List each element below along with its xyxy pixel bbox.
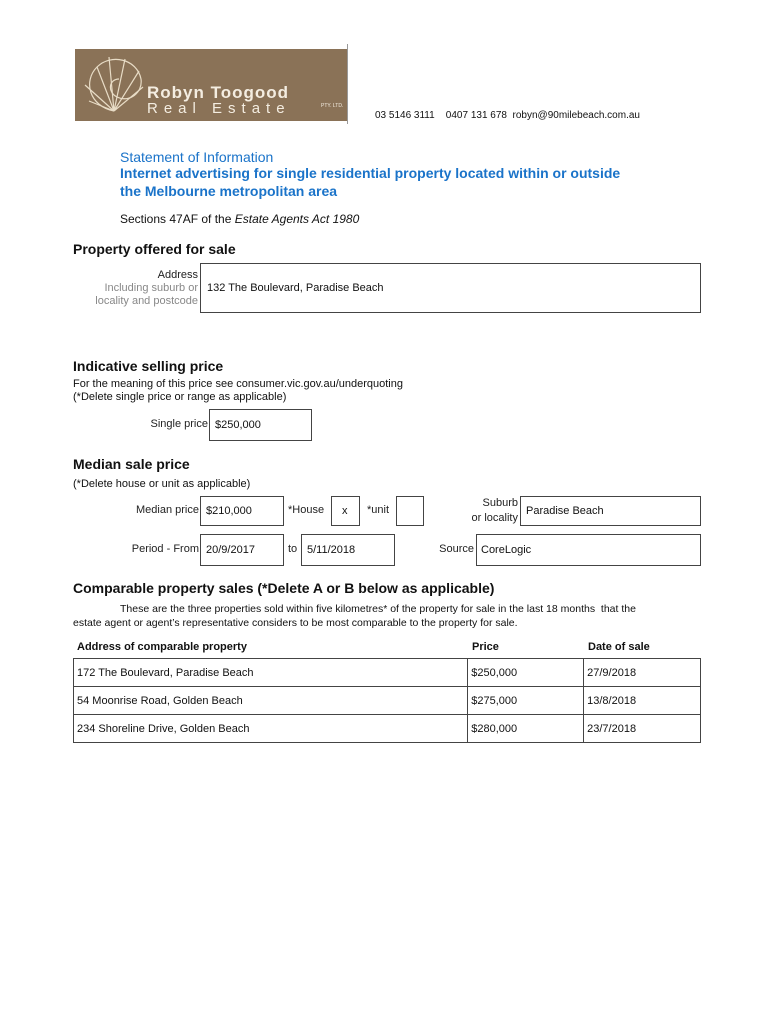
source-value: CoreLogic — [481, 544, 532, 556]
unit-checkbox[interactable] — [396, 496, 424, 526]
median-heading: Median sale price — [73, 456, 190, 472]
single-price-value: $250,000 — [215, 419, 261, 431]
period-from-value: 20/9/2017 — [206, 544, 255, 556]
house-mark: x — [342, 505, 348, 517]
period-from-field[interactable] — [200, 534, 284, 566]
address-sublabel-2: locality and postcode — [95, 295, 198, 307]
sections-text — [120, 212, 359, 226]
address-value: 132 The Boulevard, Paradise Beach — [207, 282, 384, 294]
period-to-label: to — [288, 543, 298, 555]
period-to-value: 5/11/2018 — [307, 544, 356, 556]
unit-label: *unit — [367, 504, 390, 516]
comparable-price-cell[interactable]: $250,000 — [468, 659, 584, 687]
median-price-label: Median price — [136, 504, 199, 516]
heading-line-2: the Melbourne metropolitan area — [120, 183, 338, 199]
address-field[interactable] — [200, 263, 701, 313]
table-row — [74, 659, 701, 687]
indicative-note-1: For the meaning of this price see consumer.vic.gov.au/underquoting — [73, 378, 403, 390]
address-label: Address — [157, 269, 198, 281]
period-to-field[interactable] — [301, 534, 395, 566]
comparable-address-cell[interactable]: 172 The Boulevard, Paradise Beach — [74, 659, 468, 687]
property-heading: Property offered for sale — [73, 241, 236, 257]
suburb-label-2: or locality — [471, 512, 518, 524]
comparable-table — [73, 658, 701, 743]
statement-title: Statement of Information — [120, 149, 274, 165]
company-logo — [75, 49, 347, 121]
comparable-address-cell[interactable]: 234 Shoreline Drive, Golden Beach — [74, 715, 468, 743]
house-label: *House — [288, 504, 325, 516]
median-price-field[interactable] — [200, 496, 284, 526]
logo-name: Robyn Toogood — [147, 83, 290, 102]
logo-divider — [347, 44, 348, 124]
comparable-date-cell[interactable]: 27/9/2018 — [584, 659, 701, 687]
sections-prefix: Sections 47AF of the — [120, 212, 235, 226]
comparable-date-cell[interactable]: 23/7/2018 — [584, 715, 701, 743]
shell-icon — [79, 51, 149, 119]
heading-line-1: Internet advertising for single residential property located within or outside — [120, 165, 621, 181]
suburb-value: Paradise Beach — [526, 505, 604, 517]
comparable-price-cell[interactable]: $280,000 — [468, 715, 584, 743]
comparable-heading: Comparable property sales (*Delete A or B below as applicable) — [73, 580, 495, 596]
comparable-desc-1: These are the three properties sold within five kilometres* of the property for sale in the last 18 months that the — [120, 603, 636, 615]
suburb-label-1: Suburb — [482, 497, 518, 509]
contact-line: 03 5146 3111 0407 131 678 robyn@90milebeach.com.au — [375, 110, 640, 121]
logo-pty: PTY. LTD. — [321, 103, 344, 109]
median-note: (*Delete house or unit as applicable) — [73, 478, 251, 490]
comparable-date-cell[interactable]: 13/8/2018 — [584, 687, 701, 715]
indicative-heading: Indicative selling price — [73, 358, 224, 374]
period-from-label: Period - From — [131, 543, 199, 555]
comparable-address-cell[interactable]: 54 Moonrise Road, Golden Beach — [74, 687, 468, 715]
col-price-header: Price — [472, 641, 499, 653]
table-row — [74, 715, 701, 743]
col-address-header: Address of comparable property — [77, 641, 247, 653]
comparable-price-cell[interactable]: $275,000 — [468, 687, 584, 715]
indicative-note-2: (*Delete single price or range as applicable) — [73, 391, 287, 403]
act-name: Estate Agents Act 1980 — [234, 212, 360, 226]
logo-subtitle: Real Estate — [147, 100, 291, 117]
suburb-field[interactable] — [520, 496, 701, 526]
comparable-desc-2: estate agent or agent’s representative considers to be most comparable to the property for sale. — [73, 617, 518, 629]
source-label: Source — [439, 543, 474, 555]
house-checkbox[interactable] — [331, 496, 360, 526]
median-price-value: $210,000 — [206, 505, 252, 517]
source-field[interactable] — [476, 534, 701, 566]
col-date-header: Date of sale — [588, 641, 650, 653]
address-sublabel-1: Including suburb or — [104, 282, 198, 294]
single-price-label: Single price — [150, 418, 208, 430]
table-row — [74, 687, 701, 715]
single-price-field[interactable] — [209, 409, 312, 441]
